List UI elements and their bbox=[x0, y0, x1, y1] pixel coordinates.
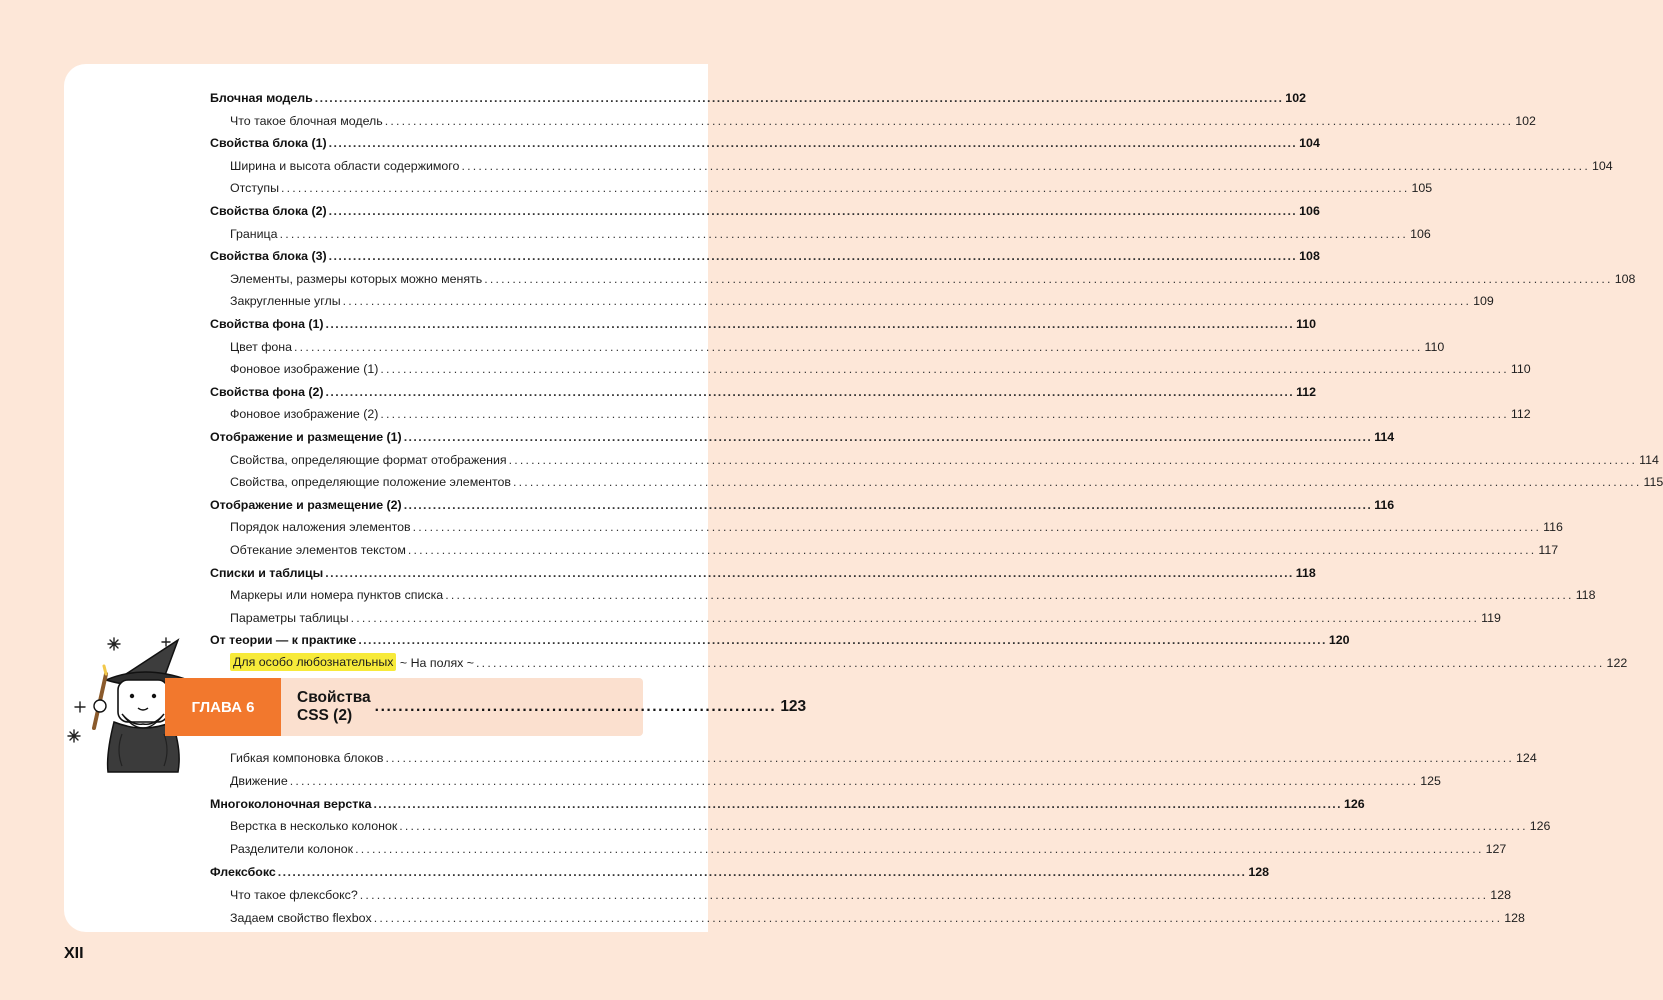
toc-section-entry[interactable] bbox=[210, 423, 1395, 445]
toc-entry-title: Граница bbox=[230, 226, 278, 241]
toc-entry-title: Закругленные углы bbox=[230, 294, 341, 309]
toc-subsection-entry[interactable] bbox=[230, 767, 1441, 789]
dot-leader: ........................................................................................................................................................................................................ bbox=[294, 339, 1423, 354]
toc-entry-page: 124 bbox=[1516, 751, 1537, 765]
toc-entry-page: 112 bbox=[1510, 407, 1531, 422]
dot-leader: ........................................................................................................................................................................................................ bbox=[358, 633, 1327, 648]
toc-section-entry[interactable] bbox=[210, 491, 1395, 513]
toc-subsection-entry[interactable] bbox=[230, 265, 1636, 287]
toc-entry-title: Цвет фона bbox=[230, 339, 293, 354]
toc-entry-page: 108 bbox=[1614, 271, 1636, 286]
toc-section-entry[interactable] bbox=[210, 559, 1316, 581]
dot-leader: ........................................................................................................................................................................................................ bbox=[355, 842, 1484, 857]
toc-entry-title: Фоновое изображение (1) bbox=[230, 362, 379, 377]
chapter-title-row[interactable] bbox=[297, 689, 807, 724]
toc-entry-page: 115 bbox=[1643, 475, 1663, 490]
toc-section-entry[interactable] bbox=[210, 242, 1320, 264]
toc-subsection-entry[interactable] bbox=[230, 287, 1494, 309]
toc-entry-title: Маркеры или номера пунктов списка bbox=[230, 588, 444, 603]
toc-subsection-entry[interactable] bbox=[230, 812, 1551, 834]
toc-subsection-entry[interactable] bbox=[230, 581, 1596, 603]
toc-entry-title: Отступы bbox=[230, 181, 279, 196]
toc-subsection-entry[interactable] bbox=[230, 904, 1525, 926]
chapter-title: Свойства CSS (2) bbox=[297, 689, 371, 724]
toc-entry-page: 128 bbox=[1248, 865, 1269, 879]
toc-entry-page: 116 bbox=[1543, 520, 1563, 535]
toc-entry-page: 117 bbox=[1538, 543, 1559, 557]
toc-subsection-entry[interactable] bbox=[230, 152, 1613, 174]
toc-entry-title: Свойства, определяющие положение элементов bbox=[230, 475, 511, 490]
toc-entry-page: 128 bbox=[1504, 910, 1525, 925]
toc-subsection-entry[interactable] bbox=[230, 513, 1563, 535]
toc-entry-page: 127 bbox=[1485, 842, 1507, 857]
toc-section-entry[interactable] bbox=[210, 197, 1320, 219]
dot-leader: ........................................................................................................................................................................................................ bbox=[407, 543, 1537, 557]
dot-leader: ........................................................................................................................................................................................................ bbox=[279, 226, 1409, 241]
toc-entry-page: 102 bbox=[1285, 91, 1306, 105]
toc-entry-page: 102 bbox=[1515, 113, 1536, 128]
toc-entry-page: 108 bbox=[1299, 249, 1320, 264]
dot-leader: ........................................................................................................................................................................................................ bbox=[380, 362, 1509, 377]
dot-leader: ........................................................................................................................................................................................................ bbox=[325, 317, 1295, 331]
dot-leader: ........................................................................................................................................................................................................ bbox=[314, 91, 1284, 105]
toc-entry-page: 118 bbox=[1295, 565, 1316, 580]
dot-leader: ........................................................................................................................................................................................................ bbox=[403, 497, 1373, 512]
toc-entry-page: 122 bbox=[1606, 656, 1628, 670]
toc-entry-title: Свойства блока (2) bbox=[210, 204, 327, 218]
toc-entry-page: 109 bbox=[1473, 294, 1494, 309]
toc-entry-title: Отображение и размещение (2) bbox=[210, 497, 402, 512]
toc-entry-title: Свойства фона (1) bbox=[210, 317, 324, 331]
toc-entry-page: 106 bbox=[1299, 204, 1320, 218]
dot-leader: ........................................................................................................................................................................................................ bbox=[342, 294, 1472, 309]
chapter-page: 123 bbox=[780, 698, 807, 715]
toc-entry-page: 104 bbox=[1299, 136, 1320, 151]
toc-subsection-entry[interactable] bbox=[230, 468, 1663, 490]
dot-leader: ........................................................................................................................................................................................................ bbox=[412, 520, 1542, 535]
chapter-band bbox=[165, 678, 807, 736]
toc-entry-page: 112 bbox=[1296, 384, 1317, 399]
toc-entry-title: Фоновое изображение (2) bbox=[230, 407, 379, 422]
toc-subsection-entry[interactable] bbox=[230, 107, 1536, 129]
dot-leader: ........................................................................................................................................................................................................ bbox=[380, 407, 1509, 422]
toc-entry-page: 110 bbox=[1424, 339, 1445, 354]
toc-entry-page: 114 bbox=[1374, 430, 1395, 444]
dot-leader: ........................................................................................................................................................................................................ bbox=[373, 910, 1503, 925]
toc-subsection-entry[interactable] bbox=[230, 220, 1431, 242]
toc-entry-page: 105 bbox=[1411, 181, 1433, 196]
dot-leader: ........................................................................................................................................................................................................ bbox=[350, 610, 1480, 625]
toc-entry-title: Многоколоночная верстка bbox=[210, 796, 372, 811]
page-folio: XII bbox=[64, 945, 84, 962]
toc-section-entry[interactable] bbox=[210, 378, 1317, 400]
toc-subsection-entry[interactable] bbox=[230, 604, 1501, 626]
toc-subsection-entry[interactable] bbox=[230, 744, 1537, 766]
toc-entry-title: Параметры таблицы bbox=[230, 610, 349, 625]
toc-subsection-entry[interactable] bbox=[230, 174, 1433, 196]
dot-leader: ........................................................................................................................................................................................................ bbox=[373, 796, 1342, 811]
toc-entry-title: Свойства блока (1) bbox=[210, 136, 327, 151]
toc-section-entry[interactable] bbox=[210, 310, 1317, 332]
toc-subsection-entry[interactable] bbox=[230, 446, 1659, 468]
toc-entry-title: Верстка в несколько колонок bbox=[230, 819, 398, 834]
toc-entry-title: Что такое флексбокс? bbox=[230, 887, 358, 902]
toc-entry-title: Блочная модель bbox=[210, 91, 313, 105]
toc-entry-page: 126 bbox=[1343, 796, 1365, 811]
toc-entry-title: Движение bbox=[230, 773, 288, 788]
dot-leader: ........................................................................................................................................................................................................ bbox=[403, 430, 1373, 444]
toc-subsection-entry[interactable] bbox=[230, 536, 1559, 558]
toc-section-entry[interactable] bbox=[210, 84, 1306, 106]
toc-entry-page: 128 bbox=[1490, 887, 1511, 902]
dot-leader: ........................................................................................................................................................................................................ bbox=[359, 887, 1489, 902]
dot-leader: ........................................................................................................................................................................................................ bbox=[289, 773, 1419, 788]
dot-leader: ........................................................................................................................................................................................................ bbox=[328, 204, 1298, 218]
toc-entry-title: Флексбокс bbox=[210, 865, 276, 879]
toc-entry-title: Порядок наложения элементов bbox=[230, 520, 411, 535]
highlighted-label: Для особо любознательных bbox=[230, 653, 396, 671]
dot-leader: ........................................................................................................................................................................................................ bbox=[328, 136, 1298, 151]
toc-section-entry[interactable] bbox=[210, 626, 1350, 648]
toc-subsection-entry[interactable] bbox=[230, 835, 1507, 857]
toc-subsection-entry[interactable] bbox=[230, 355, 1531, 377]
dot-leader: ........................................................................................................................................................................................................ bbox=[281, 181, 1410, 196]
toc-entry-page: 110 bbox=[1510, 362, 1531, 377]
dot-leader: .................................................................... bbox=[374, 698, 777, 715]
toc-entry-page: 114 bbox=[1639, 452, 1659, 467]
toc-entry-title: Отображение и размещение (1) bbox=[210, 430, 402, 444]
toc-entry-page: 116 bbox=[1374, 497, 1395, 512]
toc-entry-title: Свойства блока (3) bbox=[210, 249, 327, 264]
toc-entry-title: Что такое блочная модель bbox=[230, 113, 383, 128]
toc-entry-title: Ширина и высота области содержимого bbox=[230, 158, 460, 173]
toc-entry-title: Списки и таблицы bbox=[210, 565, 324, 580]
toc-entry-page: 126 bbox=[1529, 819, 1551, 834]
dot-leader: ........................................................................................................................................................................................................ bbox=[461, 158, 1590, 173]
toc-entry-title: От теории — к практике bbox=[210, 633, 357, 648]
toc-entry-title: Обтекание элементов текстом bbox=[230, 543, 406, 557]
toc-entry-page: 104 bbox=[1591, 158, 1613, 173]
toc-entry-page: 125 bbox=[1420, 773, 1441, 788]
toc-subsection-entry[interactable] bbox=[230, 881, 1511, 903]
dot-leader: ........................................................................................................................................................................................................ bbox=[484, 271, 1613, 286]
dot-leader: ........................................................................................................................................................................................................ bbox=[325, 384, 1295, 399]
toc-entry-title: Задаем свойство flexbox bbox=[230, 910, 372, 925]
toc-entry-page: 119 bbox=[1481, 610, 1501, 625]
toc-margin-note-entry[interactable] bbox=[230, 649, 1628, 671]
toc-entry-title: Свойства, определяющие формат отображения bbox=[230, 452, 507, 467]
dot-leader: ........................................................................................................................................................................................................ bbox=[384, 113, 1514, 128]
dot-leader: ........................................................................................................................................................................................................ bbox=[512, 475, 1642, 490]
toc-entry-title: Разделители колонок bbox=[230, 842, 354, 857]
toc-entry-title: Свойства фона (2) bbox=[210, 384, 324, 399]
chapter-label: ГЛАВА 6 bbox=[165, 678, 281, 736]
toc-subsection-entry[interactable] bbox=[230, 400, 1531, 422]
dot-leader: ........................................................................................................................................................................................................ bbox=[325, 565, 1294, 580]
dot-leader: ........................................................................................................................................................................................................ bbox=[508, 452, 1638, 467]
toc-section-entry[interactable] bbox=[210, 129, 1320, 151]
toc-section-entry[interactable] bbox=[210, 790, 1365, 812]
toc-entry-title: Элементы, размеры которых можно менять bbox=[230, 271, 483, 286]
toc-section-entry[interactable] bbox=[210, 858, 1269, 880]
dot-leader: ........................................................................................................................................................................................................ bbox=[385, 751, 1515, 765]
dot-leader: ........................................................................................................................................................................................................ bbox=[277, 865, 1247, 879]
dot-leader: ........................................................................................................................................................................................................ bbox=[328, 249, 1298, 264]
margin-note-text: ~ На полях ~ bbox=[396, 656, 475, 670]
toc-entry-title: Гибкая компоновка блоков bbox=[230, 751, 384, 765]
toc-entry-page: 120 bbox=[1328, 633, 1350, 648]
toc-entry-page: 106 bbox=[1410, 226, 1431, 241]
dot-leader: ........................................................................................................................................................................................................ bbox=[445, 588, 1574, 603]
toc-subsection-entry[interactable] bbox=[230, 333, 1445, 355]
dot-leader: ........................................................................................................................................................................................................ bbox=[476, 656, 1605, 670]
dot-leader: ........................................................................................................................................................................................................ bbox=[399, 819, 1528, 834]
toc-entry-page: 110 bbox=[1296, 317, 1317, 331]
toc-entry-page: 118 bbox=[1575, 588, 1596, 603]
